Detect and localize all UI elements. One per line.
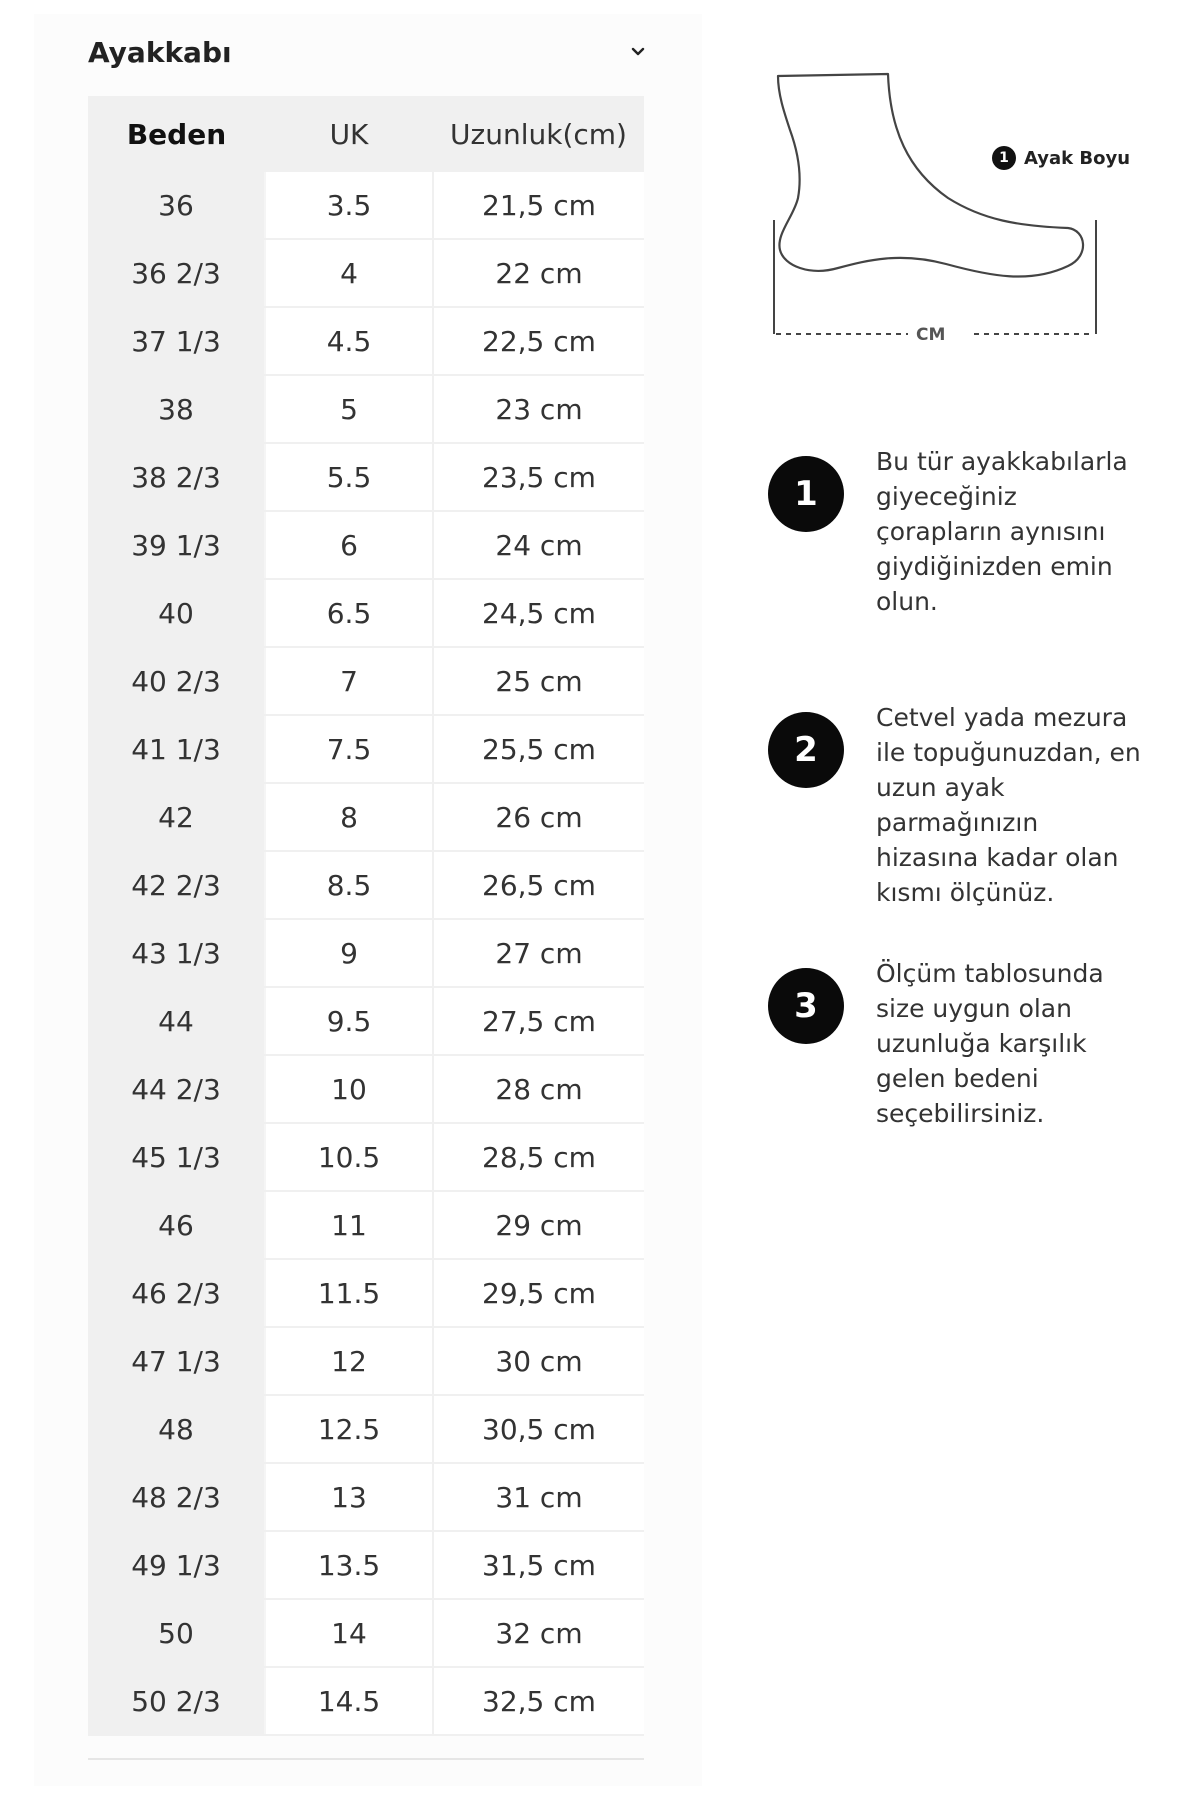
column-header-beden: Beden bbox=[88, 96, 265, 172]
size-cell-length: 23,5 cm bbox=[433, 443, 644, 511]
size-cell-length: 24 cm bbox=[433, 511, 644, 579]
table-row bbox=[88, 851, 644, 919]
size-cell-length: 30,5 cm bbox=[433, 1395, 644, 1463]
size-cell-length: 28,5 cm bbox=[433, 1123, 644, 1191]
step-text: Cetvel yada mezura ile topuğunuzdan, en uzun ayak parmağınızın hizasına kadar olan kısmı ölçünüz. bbox=[876, 703, 1141, 907]
size-cell-length: 26,5 cm bbox=[433, 851, 644, 919]
size-cell-length: 32,5 cm bbox=[433, 1667, 644, 1735]
size-cell-beden: 49 1/3 bbox=[88, 1531, 265, 1599]
marker-label: Ayak Boyu bbox=[1024, 147, 1131, 169]
size-cell-beden: 36 bbox=[88, 172, 265, 239]
column-header-uk: UK bbox=[265, 96, 433, 172]
size-cell-beden: 39 1/3 bbox=[88, 511, 265, 579]
size-cell-beden: 40 2/3 bbox=[88, 647, 265, 715]
table-row bbox=[88, 647, 644, 715]
size-cell-beden: 44 2/3 bbox=[88, 1055, 265, 1123]
table-row bbox=[88, 987, 644, 1055]
size-cell-uk: 3.5 bbox=[265, 172, 433, 239]
size-cell-length: 29 cm bbox=[433, 1191, 644, 1259]
size-cell-beden: 37 1/3 bbox=[88, 307, 265, 375]
size-cell-beden: 47 1/3 bbox=[88, 1327, 265, 1395]
size-cell-beden: 38 2/3 bbox=[88, 443, 265, 511]
size-cell-length: 32 cm bbox=[433, 1599, 644, 1667]
size-cell-length: 30 cm bbox=[433, 1327, 644, 1395]
table-row bbox=[88, 715, 644, 783]
table-row bbox=[88, 1327, 644, 1395]
step-number-badge: 3 bbox=[768, 968, 844, 1044]
step-3 bbox=[768, 959, 1188, 1131]
size-cell-length: 22,5 cm bbox=[433, 307, 644, 375]
table-header-row bbox=[88, 96, 644, 172]
size-cell-uk: 13.5 bbox=[265, 1531, 433, 1599]
size-cell-length: 23 cm bbox=[433, 375, 644, 443]
size-cell-uk: 4 bbox=[265, 239, 433, 307]
size-cell-beden: 36 2/3 bbox=[88, 239, 265, 307]
size-cell-uk: 13 bbox=[265, 1463, 433, 1531]
size-cell-beden: 40 bbox=[88, 579, 265, 647]
size-cell-beden: 50 2/3 bbox=[88, 1667, 265, 1735]
size-cell-length: 26 cm bbox=[433, 783, 644, 851]
size-cell-beden: 48 bbox=[88, 1395, 265, 1463]
table-row bbox=[88, 1191, 644, 1259]
size-cell-uk: 5 bbox=[265, 375, 433, 443]
size-cell-uk: 4.5 bbox=[265, 307, 433, 375]
table-body bbox=[88, 172, 644, 1735]
table-row bbox=[88, 375, 644, 443]
marker-number: 1 bbox=[992, 146, 1016, 170]
size-cell-uk: 11.5 bbox=[265, 1259, 433, 1327]
size-cell-uk: 12.5 bbox=[265, 1395, 433, 1463]
step-text: Bu tür ayakkabılarla giyeceğiniz çorapların aynısını giydiğinizden emin olun. bbox=[876, 447, 1128, 616]
size-cell-uk: 9.5 bbox=[265, 987, 433, 1055]
size-cell-uk: 8 bbox=[265, 783, 433, 851]
size-cell-beden: 38 bbox=[88, 375, 265, 443]
table-row bbox=[88, 783, 644, 851]
size-cell-uk: 11 bbox=[265, 1191, 433, 1259]
size-cell-length: 22 cm bbox=[433, 239, 644, 307]
size-cell-length: 31 cm bbox=[433, 1463, 644, 1531]
size-cell-uk: 7.5 bbox=[265, 715, 433, 783]
step-number-badge: 2 bbox=[768, 712, 844, 788]
size-cell-uk: 5.5 bbox=[265, 443, 433, 511]
size-cell-beden: 42 2/3 bbox=[88, 851, 265, 919]
size-cell-uk: 14 bbox=[265, 1599, 433, 1667]
step-number-badge: 1 bbox=[768, 456, 844, 532]
size-cell-uk: 14.5 bbox=[265, 1667, 433, 1735]
unit-label: CM bbox=[916, 325, 946, 345]
table-row bbox=[88, 1599, 644, 1667]
size-cell-uk: 6.5 bbox=[265, 579, 433, 647]
step-2 bbox=[768, 703, 1188, 910]
accordion-header-shoes[interactable] bbox=[88, 28, 648, 76]
table-row bbox=[88, 1055, 644, 1123]
size-cell-beden: 48 2/3 bbox=[88, 1463, 265, 1531]
table-row bbox=[88, 1259, 644, 1327]
size-cell-beden: 43 1/3 bbox=[88, 919, 265, 987]
step-text: Ölçüm tablosunda size uygun olan uzunluğa karşılık gelen bedeni seçebilirsiniz. bbox=[876, 959, 1104, 1128]
size-cell-length: 31,5 cm bbox=[433, 1531, 644, 1599]
foot-length-marker bbox=[992, 146, 1130, 170]
divider bbox=[88, 1758, 644, 1760]
table-row bbox=[88, 1463, 644, 1531]
step-1 bbox=[768, 447, 1188, 619]
size-cell-length: 29,5 cm bbox=[433, 1259, 644, 1327]
table-row bbox=[88, 511, 644, 579]
size-cell-beden: 41 1/3 bbox=[88, 715, 265, 783]
size-table bbox=[88, 96, 644, 1736]
size-cell-uk: 12 bbox=[265, 1327, 433, 1395]
size-cell-uk: 9 bbox=[265, 919, 433, 987]
table-row bbox=[88, 307, 644, 375]
size-cell-beden: 46 bbox=[88, 1191, 265, 1259]
size-cell-length: 27,5 cm bbox=[433, 987, 644, 1055]
size-cell-length: 24,5 cm bbox=[433, 579, 644, 647]
table-row bbox=[88, 579, 644, 647]
foot-measurement-illustration bbox=[768, 70, 1158, 360]
table-row bbox=[88, 1531, 644, 1599]
table-row bbox=[88, 919, 644, 987]
table-row bbox=[88, 1123, 644, 1191]
size-cell-beden: 42 bbox=[88, 783, 265, 851]
size-cell-length: 21,5 cm bbox=[433, 172, 644, 239]
table-row bbox=[88, 1395, 644, 1463]
table-row bbox=[88, 172, 644, 239]
size-cell-length: 27 cm bbox=[433, 919, 644, 987]
size-cell-beden: 50 bbox=[88, 1599, 265, 1667]
size-cell-uk: 8.5 bbox=[265, 851, 433, 919]
table-row bbox=[88, 239, 644, 307]
table-row bbox=[88, 443, 644, 511]
size-cell-length: 25 cm bbox=[433, 647, 644, 715]
size-cell-beden: 44 bbox=[88, 987, 265, 1055]
table-row bbox=[88, 1667, 644, 1735]
size-cell-beden: 46 2/3 bbox=[88, 1259, 265, 1327]
accordion-title: Ayakkabı bbox=[88, 35, 232, 69]
size-cell-uk: 7 bbox=[265, 647, 433, 715]
size-cell-length: 28 cm bbox=[433, 1055, 644, 1123]
size-cell-uk: 10 bbox=[265, 1055, 433, 1123]
chevron-down-icon[interactable] bbox=[628, 42, 648, 62]
size-cell-uk: 6 bbox=[265, 511, 433, 579]
column-header-length: Uzunluk(cm) bbox=[433, 96, 644, 172]
size-cell-beden: 45 1/3 bbox=[88, 1123, 265, 1191]
size-cell-uk: 10.5 bbox=[265, 1123, 433, 1191]
size-cell-length: 25,5 cm bbox=[433, 715, 644, 783]
